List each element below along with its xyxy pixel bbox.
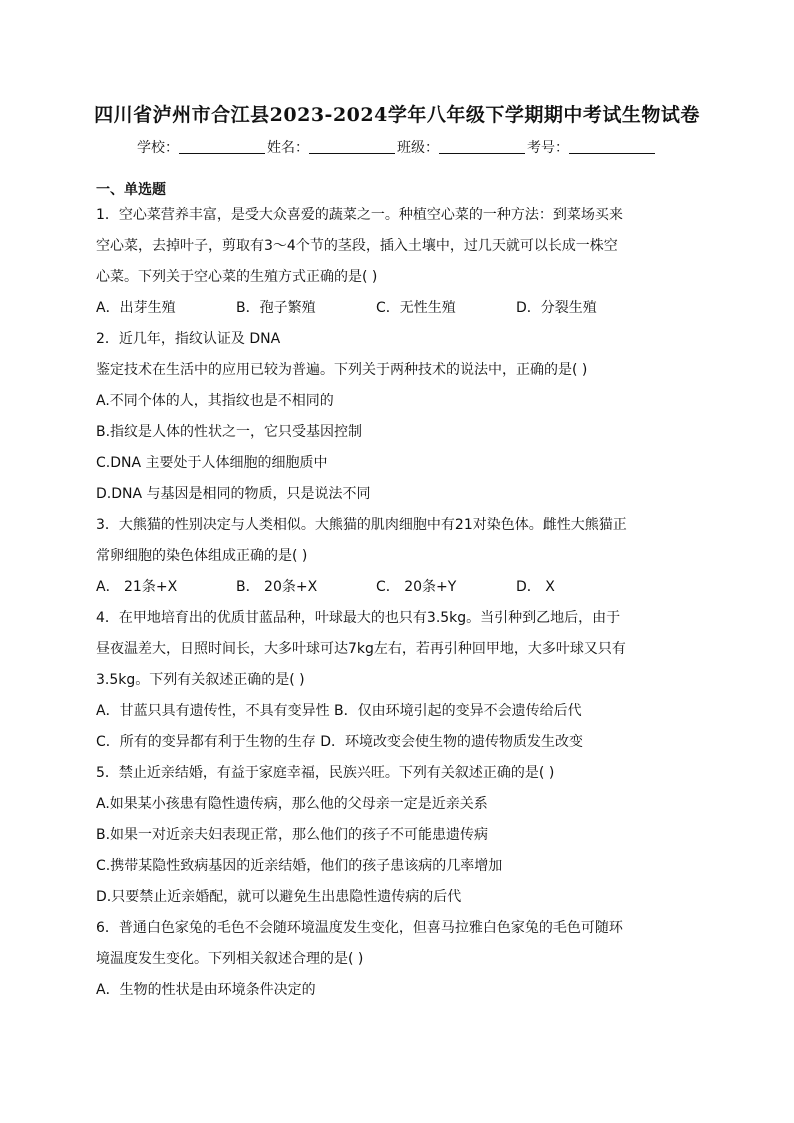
question-line: A.如果某小孩患有隐性遗传病，那么他的父母亲一定是近亲关系 — [96, 796, 488, 812]
school-blank[interactable] — [179, 138, 265, 154]
question-line: 境温度发生变化。下列相关叙述合理的是( ) — [96, 951, 364, 967]
question-line: 2．近几年，指纹认证及 DNA — [96, 331, 281, 347]
class-blank[interactable] — [439, 138, 525, 154]
question-line: 3．大熊猫的性别决定与人类相似。大熊猫的肌肉细胞中有21对染色体。雌性大熊猫正 — [96, 517, 627, 533]
student-info-row — [0, 137, 794, 157]
question-line: 4．在甲地培育出的优质甘蓝品种，叶球最大的也只有3.5kg。当引种到乙地后，由于 — [96, 610, 621, 626]
section-heading: 一、单选题 — [96, 182, 166, 198]
school-label: 学校： — [137, 140, 179, 156]
exam-number-label: 考号： — [527, 140, 569, 156]
q3-option-c: C． 20条+Y — [376, 579, 457, 595]
q3-option-b: B． 20条+X — [236, 579, 318, 595]
question-line: 6．普通白色家兔的毛色不会随环境温度发生变化，但喜马拉雅白色家兔的毛色可随环 — [96, 920, 623, 936]
q1-option-c: C．无性生殖 — [376, 300, 456, 316]
question-line: B.如果一对近亲夫妇表现正常，那么他们的孩子不可能患遗传病 — [96, 827, 489, 843]
q3-option-d: D． X — [516, 579, 555, 595]
q1-options — [96, 298, 597, 318]
question-line: A．甘蓝只具有遗传性，不具有变异性 B．仅由环境引起的变异不会遗传给后代 — [96, 703, 582, 719]
question-line: C．所有的变异都有利于生物的生存 D．环境改变会使生物的遗传物质发生改变 — [96, 734, 584, 750]
exam-title: 四川省泸州市合江县2023-2024学年八年级下学期期中考试生物试卷 — [94, 104, 700, 126]
name-label: 姓名： — [267, 140, 309, 156]
question-line: B.指纹是人体的性状之一，它只受基因控制 — [96, 424, 363, 440]
question-line: C.DNA 主要处于人体细胞的细胞质中 — [96, 455, 328, 471]
q1-option-b: B．孢子繁殖 — [236, 300, 316, 316]
question-line: 5．禁止近亲结婚，有益于家庭幸福，民族兴旺。下列有关叙述正确的是( ) — [96, 765, 555, 781]
q1-option-a: A．出芽生殖 — [96, 300, 176, 316]
question-line: 鉴定技术在生活中的应用已较为普遍。下列关于两种技术的说法中，正确的是( ) — [96, 362, 588, 378]
question-line: D.DNA 与基因是相同的物质，只是说法不同 — [96, 486, 371, 502]
question-line: 常卵细胞的染色体组成正确的是( ) — [96, 548, 308, 564]
q3-option-a: A． 21条+X — [96, 579, 178, 595]
question-line: 心菜。下列关于空心菜的生殖方式正确的是( ) — [96, 269, 378, 285]
exam-number-blank[interactable] — [569, 138, 655, 154]
class-label: 班级： — [397, 140, 439, 156]
name-blank[interactable] — [309, 138, 395, 154]
q3-options — [96, 577, 555, 597]
question-line: 1．空心菜营养丰富，是受大众喜爱的蔬菜之一。种植空心菜的一种方法：到菜场买来 — [96, 207, 623, 223]
question-line: A．生物的性状是由环境条件决定的 — [96, 982, 316, 998]
question-line: 空心菜，去掉叶子，剪取有3～4个节的茎段，插入土壤中，过几天就可以长成一株空 — [96, 238, 618, 254]
question-line: A.不同个体的人，其指纹也是不相同的 — [96, 393, 334, 409]
question-line: D.只要禁止近亲婚配，就可以避免生出患隐性遗传病的后代 — [96, 889, 462, 905]
question-line: 3.5kg。下列有关叙述正确的是( ) — [96, 672, 305, 688]
question-line: C.携带某隐性致病基因的近亲结婚，他们的孩子患该病的几率增加 — [96, 858, 503, 874]
question-line: 昼夜温差大，日照时间长，大多叶球可达7kg左右，若再引种回甲地，大多叶球又只有 — [96, 641, 626, 657]
q1-option-d: D．分裂生殖 — [516, 300, 597, 316]
